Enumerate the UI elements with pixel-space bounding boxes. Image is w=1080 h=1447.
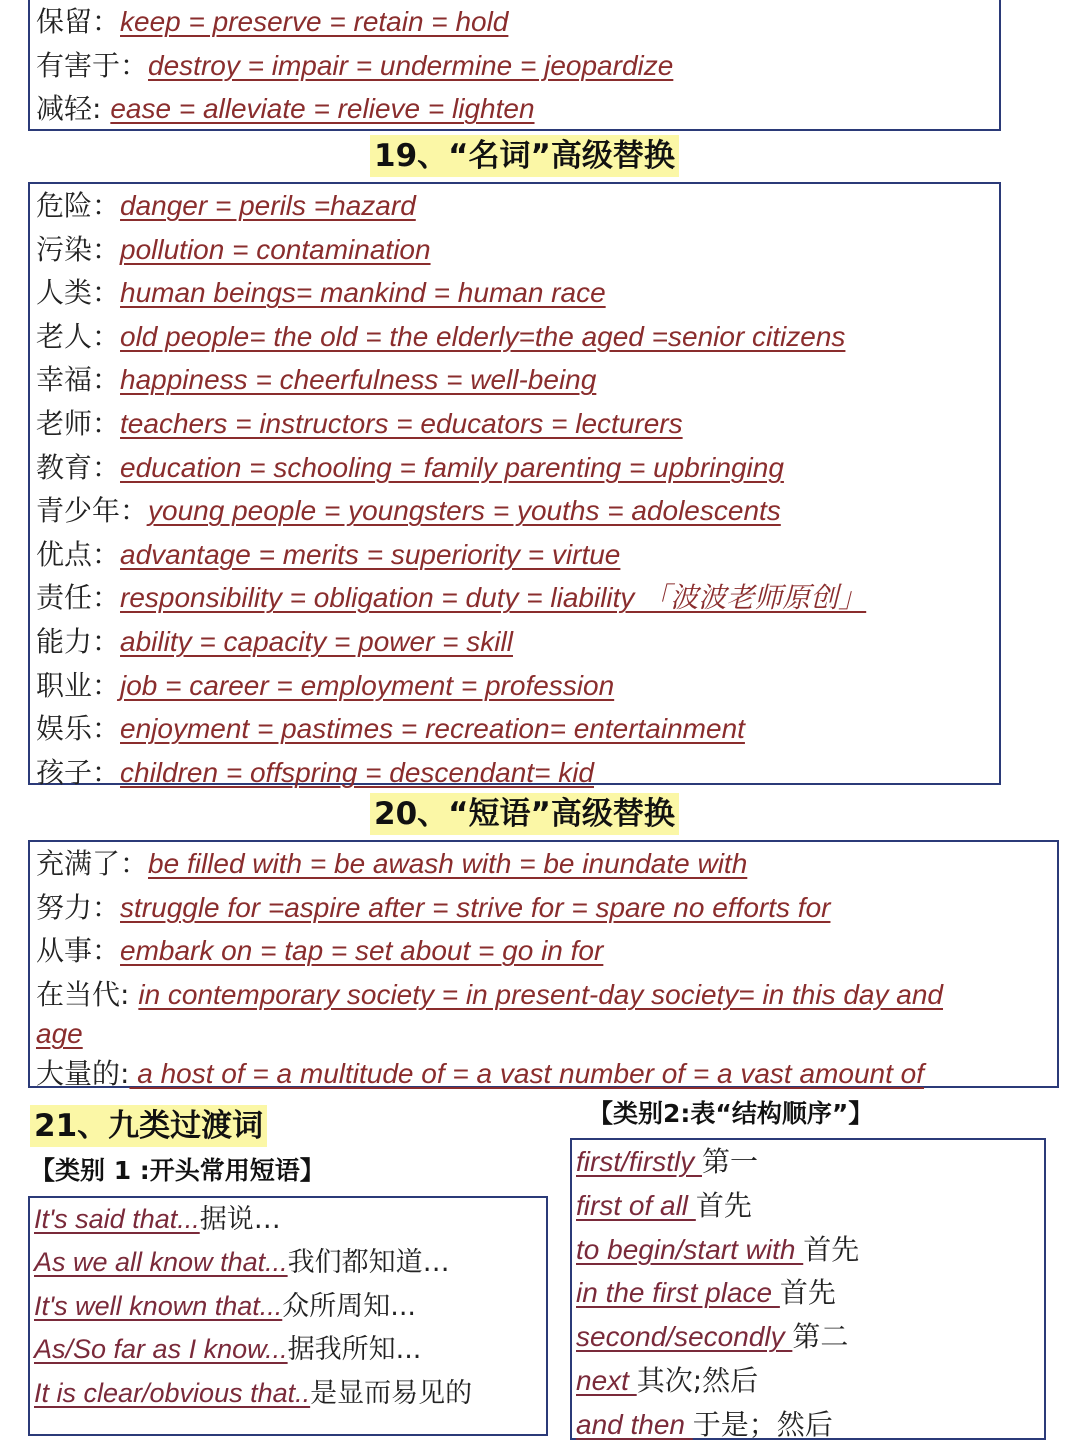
list-item	[30, 271, 999, 315]
chinese-term: 在当代:	[36, 977, 139, 1011]
list-item	[30, 44, 999, 88]
section20-heading: 20、“短语”高级替换	[370, 793, 679, 835]
chinese-term: 从事：	[36, 934, 121, 968]
list-item	[30, 620, 999, 664]
list-item	[572, 1359, 1044, 1403]
english-synonyms: advantage = merits = superiority = virtue	[120, 538, 621, 570]
chinese-term: 能力：	[36, 624, 121, 658]
list-item	[572, 1271, 1044, 1315]
chinese-term: 优点：	[36, 537, 121, 571]
english-synonyms: teachers = instructors = educators = lecturers	[120, 407, 683, 439]
english-synonyms: danger = perils =hazard	[120, 190, 416, 221]
english-synonyms: embark on = tap = set about = go in for	[120, 935, 604, 967]
list-item	[30, 402, 999, 446]
section18-rows	[30, 0, 999, 131]
chinese-term: 老人：	[36, 319, 121, 353]
english-synonyms: children = offspring = descendant= kid	[120, 756, 594, 788]
chinese-term: 大量的:	[36, 1057, 130, 1091]
section19-box	[28, 182, 1001, 789]
category1-rows	[30, 1198, 546, 1415]
english-synonyms: ability = capacity = power = skill	[120, 625, 513, 657]
english-synonyms: struggle for =aspire after = strive for = spare no efforts for	[120, 891, 831, 923]
english-phrase: first/firstly	[576, 1146, 702, 1177]
list-item	[30, 576, 999, 620]
english-phrase: and then	[576, 1408, 693, 1440]
english-synonyms: a host of = a multitude of = a vast number of = a vast amount of	[129, 1058, 925, 1090]
list-item	[30, 1198, 546, 1241]
chinese-term: 危险：	[36, 189, 121, 222]
chinese-meaning: 首先	[695, 1188, 752, 1222]
english-synonyms: ease = alleviate = relieve = lighten	[110, 93, 535, 125]
chinese-meaning: 第一	[702, 1145, 759, 1178]
list-item	[30, 1285, 546, 1328]
chinese-term: 职业：	[36, 668, 121, 702]
list-item	[30, 973, 1057, 1017]
chinese-meaning: 其次;然后	[636, 1363, 759, 1397]
category1-label: 【类别 1 :开头常用短语】	[30, 1156, 325, 1185]
list-item	[30, 1372, 546, 1415]
chinese-meaning: 是显而易见的	[310, 1377, 473, 1409]
chinese-term: 责任：	[36, 581, 121, 615]
english-phrase: It is clear/obvious that..	[34, 1377, 311, 1408]
list-item	[30, 358, 999, 402]
english-phrase: second/secondly	[576, 1321, 793, 1353]
chinese-meaning: 于是；然后	[692, 1407, 833, 1441]
chinese-term: 幸福：	[36, 363, 121, 397]
list-item	[572, 1140, 1044, 1184]
english-synonyms: job = career = employment = profession	[120, 669, 615, 701]
english-phrase: next	[576, 1364, 637, 1396]
english-phrase: in the first place	[576, 1277, 780, 1309]
category2-label: 【类别2:表“结构顺序”】	[588, 1099, 874, 1128]
chinese-meaning: 首先	[803, 1232, 860, 1266]
english-phrase: to begin/start with	[576, 1233, 804, 1265]
english-synonyms: education = schooling = family parenting = upbringing	[120, 451, 784, 483]
english-synonyms: age	[36, 1018, 83, 1050]
chinese-term: 娱乐：	[36, 712, 121, 746]
list-item	[30, 315, 999, 359]
chinese-term: 努力：	[36, 890, 121, 924]
english-synonyms: old people= the old = the elderly=the aged =senior citizens	[120, 320, 846, 352]
category1-box	[28, 1196, 548, 1436]
section21-heading: 21、九类过渡词	[30, 1105, 267, 1147]
english-phrase: It's said that...	[34, 1204, 200, 1234]
chinese-term: 老师：	[36, 406, 121, 440]
list-item	[30, 1328, 546, 1371]
english-phrase: first of all	[576, 1189, 696, 1221]
chinese-meaning: 我们都知道…	[287, 1247, 450, 1279]
chinese-term: 教育：	[36, 450, 121, 484]
list-item	[30, 886, 1057, 930]
section20-rows	[30, 842, 1057, 1096]
chinese-meaning: 第二	[792, 1320, 849, 1354]
list-item	[30, 184, 999, 228]
chinese-meaning: 据我所知...	[287, 1334, 422, 1366]
section18-box	[28, 0, 1001, 131]
list-item	[30, 1241, 546, 1284]
chinese-term: 孩子：	[36, 755, 121, 789]
english-phrase: It's well known that...	[34, 1290, 283, 1321]
english-synonyms: in contemporary society = in present-day society= in this day and	[138, 978, 943, 1010]
list-item	[572, 1184, 1044, 1228]
list-item	[30, 228, 999, 272]
list-item	[572, 1228, 1044, 1272]
category2-rows	[572, 1140, 1044, 1447]
list-item	[572, 1315, 1044, 1359]
chinese-meaning: 据说…	[199, 1204, 281, 1235]
list-item	[572, 1403, 1044, 1447]
section19-heading: 19、“名词”高级替换	[370, 135, 679, 177]
chinese-meaning: 首先	[779, 1276, 836, 1310]
list-item	[30, 707, 999, 751]
chinese-term: 减轻:	[36, 92, 111, 126]
english-synonyms: destroy = impair = undermine = jeopardize	[148, 49, 674, 81]
list-item	[30, 0, 999, 44]
chinese-meaning: 众所周知...	[282, 1290, 417, 1322]
chinese-term: 污染：	[36, 232, 121, 266]
english-synonyms: keep = preserve = retain = hold	[120, 6, 509, 37]
chinese-term: 青少年：	[36, 494, 149, 528]
english-synonyms: young people = youngsters = youths = adolescents	[148, 495, 781, 527]
english-synonyms: pollution = contamination	[120, 233, 431, 265]
section20-box	[28, 840, 1059, 1091]
list-item	[30, 1052, 1057, 1096]
list-item	[30, 929, 1057, 973]
category2-box	[570, 1138, 1046, 1440]
list-item	[30, 751, 999, 795]
english-synonyms: be filled with = be awash with = be inundate with	[148, 848, 748, 879]
english-phrase: As we all know that...	[34, 1247, 288, 1278]
list-item	[30, 87, 999, 131]
list-item	[30, 489, 999, 533]
section19-rows	[30, 184, 999, 794]
list-item	[30, 446, 999, 490]
chinese-term: 保留：	[36, 5, 121, 38]
list-item	[30, 1016, 1057, 1052]
list-item	[30, 664, 999, 708]
english-synonyms: happiness = cheerfulness = well-being	[120, 364, 597, 396]
english-synonyms: enjoyment = pastimes = recreation= entertainment	[120, 713, 745, 745]
chinese-term: 充满了：	[36, 847, 149, 880]
english-synonyms: human beings= mankind = human race	[120, 277, 606, 309]
english-synonyms: responsibility = obligation = duty = liability 「波波老师原创」	[120, 582, 867, 614]
chinese-term: 人类：	[36, 276, 121, 310]
list-item	[30, 842, 1057, 886]
english-phrase: As/So far as I know...	[34, 1334, 288, 1365]
chinese-term: 有害于：	[36, 48, 149, 82]
list-item	[30, 533, 999, 577]
